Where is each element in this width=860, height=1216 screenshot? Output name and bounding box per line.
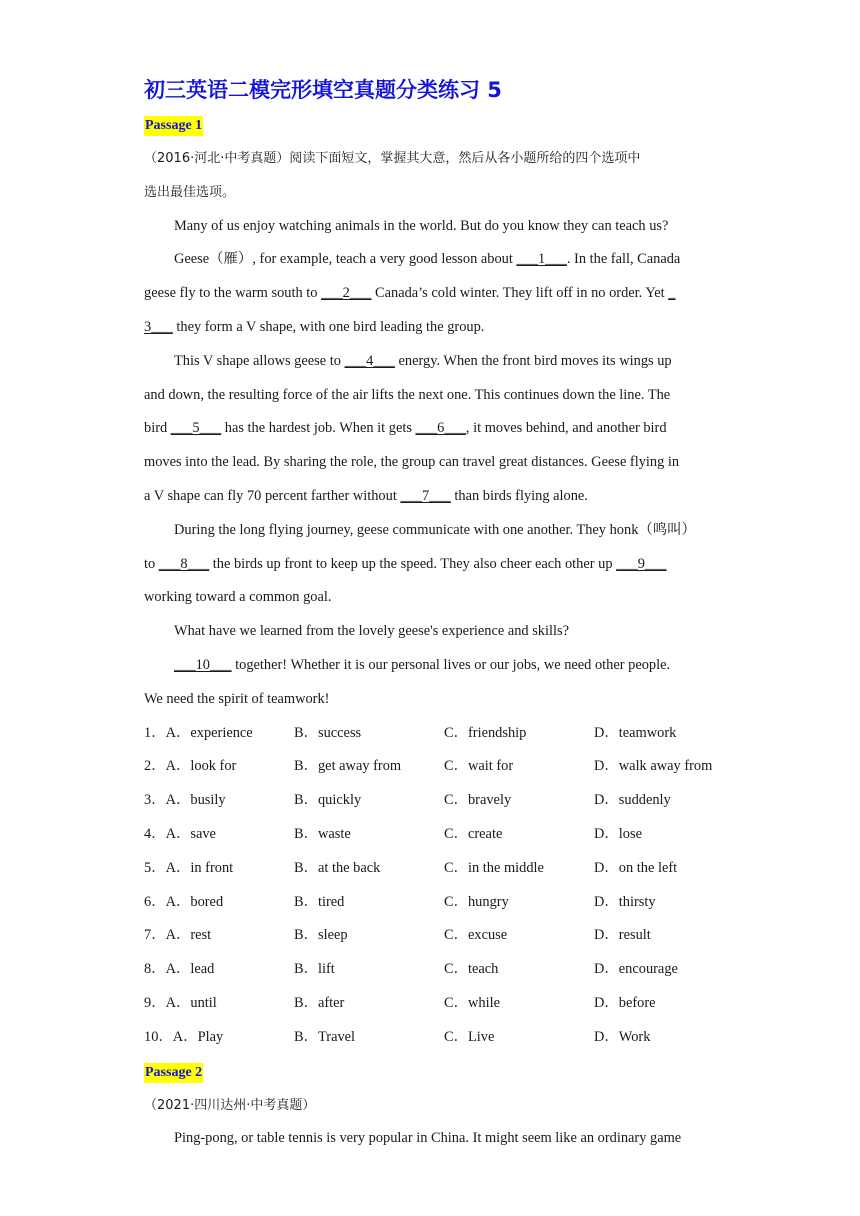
passage-1-body xyxy=(144,210,724,717)
option-a[interactable]: 1．A．experience xyxy=(144,724,253,741)
passage-1-line xyxy=(144,345,724,379)
option-c[interactable]: C．excuse xyxy=(444,927,508,944)
passage-1-line xyxy=(144,446,724,480)
option-d[interactable]: D．encourage xyxy=(594,961,678,978)
passage-text: geese fly to the warm south to xyxy=(144,285,322,302)
option-c[interactable]: C．while xyxy=(444,994,500,1011)
question-7-options xyxy=(144,919,724,953)
option-b[interactable]: B．waste xyxy=(294,825,351,842)
answer-blank[interactable]: ___1___ xyxy=(516,251,567,268)
option-a[interactable]: 3．A．busily xyxy=(144,792,226,809)
option-b[interactable]: B．after xyxy=(294,994,345,1011)
passage-1-tag-row xyxy=(144,108,724,142)
option-c[interactable]: C．bravely xyxy=(444,792,512,809)
question-6-options xyxy=(144,886,724,920)
passage-text: than birds flying alone. xyxy=(450,487,588,504)
question-1-options xyxy=(144,717,724,751)
option-b[interactable]: B．lift xyxy=(294,961,335,978)
answer-blank[interactable]: ___5___ xyxy=(170,420,222,437)
option-b[interactable]: B．success xyxy=(294,724,362,741)
option-c[interactable]: C．teach xyxy=(444,961,499,978)
passage-text: a V shape can fly 70 percent farther without xyxy=(144,487,401,504)
passage-1-line xyxy=(144,615,724,649)
passage-1-line xyxy=(144,243,724,277)
answer-blank[interactable]: 3___ xyxy=(144,318,173,335)
passage-2-tag: Passage 2 xyxy=(144,1063,203,1083)
passage-1-options xyxy=(144,717,724,1055)
worksheet-page xyxy=(144,72,724,1156)
passage-text: energy. When the front bird moves its wings up xyxy=(394,352,672,369)
option-b[interactable]: B．sleep xyxy=(294,927,348,944)
passage-text: We need the spirit of teamwork! xyxy=(144,690,330,707)
passage-text: bird xyxy=(144,420,171,437)
answer-blank[interactable]: _ xyxy=(668,285,676,302)
answer-blank[interactable]: ___10___ xyxy=(174,656,232,673)
passage-text: to xyxy=(144,555,159,572)
option-d[interactable]: D．suddenly xyxy=(594,792,671,809)
option-d[interactable]: D．lose xyxy=(594,825,642,842)
option-c[interactable]: C．create xyxy=(444,825,503,842)
option-a[interactable]: 6．A．bored xyxy=(144,893,224,910)
option-c[interactable]: C．in the middle xyxy=(444,859,544,876)
option-a[interactable]: 7．A．rest xyxy=(144,927,212,944)
passage-text: they form a V shape, with one bird leading the group. xyxy=(172,318,485,335)
passage-text: has the hardest job. When it gets xyxy=(221,420,416,437)
question-8-options xyxy=(144,953,724,987)
passage-1-line xyxy=(144,379,724,413)
passage-1-line xyxy=(144,514,724,548)
passage-1-line xyxy=(144,548,724,582)
passage-1-line xyxy=(144,210,724,244)
passage-2-source: （2021·四川达州·中考真题） xyxy=(144,1097,316,1113)
passage-text: . In the fall, Canada xyxy=(566,251,681,268)
passage-text: together! Whether it is our personal lives or our jobs, we need other people. xyxy=(231,656,671,673)
passage-2-tag-row xyxy=(144,1055,724,1089)
answer-blank[interactable]: ___6___ xyxy=(415,420,466,437)
passage-text: and down, the resulting force of the air lifts the next one. This continues down the line. The xyxy=(144,386,671,403)
passage-text: working toward a common goal. xyxy=(144,589,332,606)
option-b[interactable]: B．tired xyxy=(294,893,345,910)
passage-1-instruction: 选出最佳选项。 xyxy=(144,184,236,200)
passage-1-tag: Passage 1 xyxy=(144,116,203,136)
option-d[interactable]: D．before xyxy=(594,994,656,1011)
option-b[interactable]: B．Travel xyxy=(294,1028,356,1045)
passage-text: the birds up front to keep up the speed. They also cheer each other up xyxy=(209,555,617,572)
question-9-options xyxy=(144,987,724,1021)
option-d[interactable]: D．thirsty xyxy=(594,893,656,910)
page-title: 初三英语二模完形填空真题分类练习 5 xyxy=(144,78,502,102)
passage-1-line xyxy=(144,581,724,615)
question-2-options xyxy=(144,750,724,784)
passage-text: Geese（雁）, for example, teach a very good lesson about xyxy=(174,251,517,268)
option-d[interactable]: D．Work xyxy=(594,1028,651,1045)
option-d[interactable]: D．result xyxy=(594,927,651,944)
answer-blank[interactable]: ___8___ xyxy=(158,555,210,572)
answer-blank[interactable]: ___7___ xyxy=(400,487,451,504)
passage-1-line xyxy=(144,412,724,446)
option-b[interactable]: B．quickly xyxy=(294,792,362,809)
option-a[interactable]: 9．A．until xyxy=(144,994,217,1011)
passage-text: Canada’s cold winter. They lift off in no order. Yet xyxy=(371,285,669,302)
answer-blank[interactable]: ___9___ xyxy=(616,555,667,572)
option-d[interactable]: D．teamwork xyxy=(594,724,677,741)
question-5-options xyxy=(144,852,724,886)
answer-blank[interactable]: ___2___ xyxy=(321,285,372,302)
passage-text: This V shape allows geese to xyxy=(174,352,345,369)
passage-1-line xyxy=(144,649,724,683)
passage-1-line xyxy=(144,311,724,345)
passage-text: Many of us enjoy watching animals in the world. But do you know they can teach us? xyxy=(174,217,669,234)
question-4-options xyxy=(144,818,724,852)
option-a[interactable]: 8．A．lead xyxy=(144,961,215,978)
passage-1-line xyxy=(144,683,724,717)
option-c[interactable]: C．Live xyxy=(444,1028,495,1045)
passage-1-line xyxy=(144,480,724,514)
question-3-options xyxy=(144,784,724,818)
question-10-options xyxy=(144,1021,724,1055)
option-b[interactable]: B．get away from xyxy=(294,758,402,775)
passage-2-first-line: Ping-pong, or table tennis is very popular in China. It might seem like an ordinary game xyxy=(174,1130,682,1147)
option-a[interactable]: 5．A．in front xyxy=(144,859,234,876)
option-a[interactable]: 2．A．look for xyxy=(144,758,237,775)
passage-text: , it moves behind, and another bird xyxy=(465,420,667,437)
option-d[interactable]: D．walk away from xyxy=(594,758,713,775)
option-d[interactable]: D．on the left xyxy=(594,859,678,876)
option-c[interactable]: C．wait for xyxy=(444,758,514,775)
option-a[interactable]: 10．A．Play xyxy=(144,1028,224,1045)
option-c[interactable]: C．hungry xyxy=(444,893,509,910)
passage-text: What have we learned from the lovely geese's experience and skills? xyxy=(174,623,569,640)
passage-1-source: （2016·河北·中考真题）阅读下面短文，掌握其大意，然后从各小题所给的四个选项中 xyxy=(144,151,641,166)
passage-1-line xyxy=(144,277,724,311)
answer-blank[interactable]: ___4___ xyxy=(344,352,395,369)
option-a[interactable]: 4．A．save xyxy=(144,825,216,842)
passage-text: moves into the lead. By sharing the role, the group can travel great distances. Geese flying in xyxy=(144,454,680,471)
option-c[interactable]: C．friendship xyxy=(444,724,527,741)
option-b[interactable]: B．at the back xyxy=(294,859,381,876)
passage-text: During the long flying journey, geese communicate with one another. They honk（鸣叫） xyxy=(174,521,696,538)
